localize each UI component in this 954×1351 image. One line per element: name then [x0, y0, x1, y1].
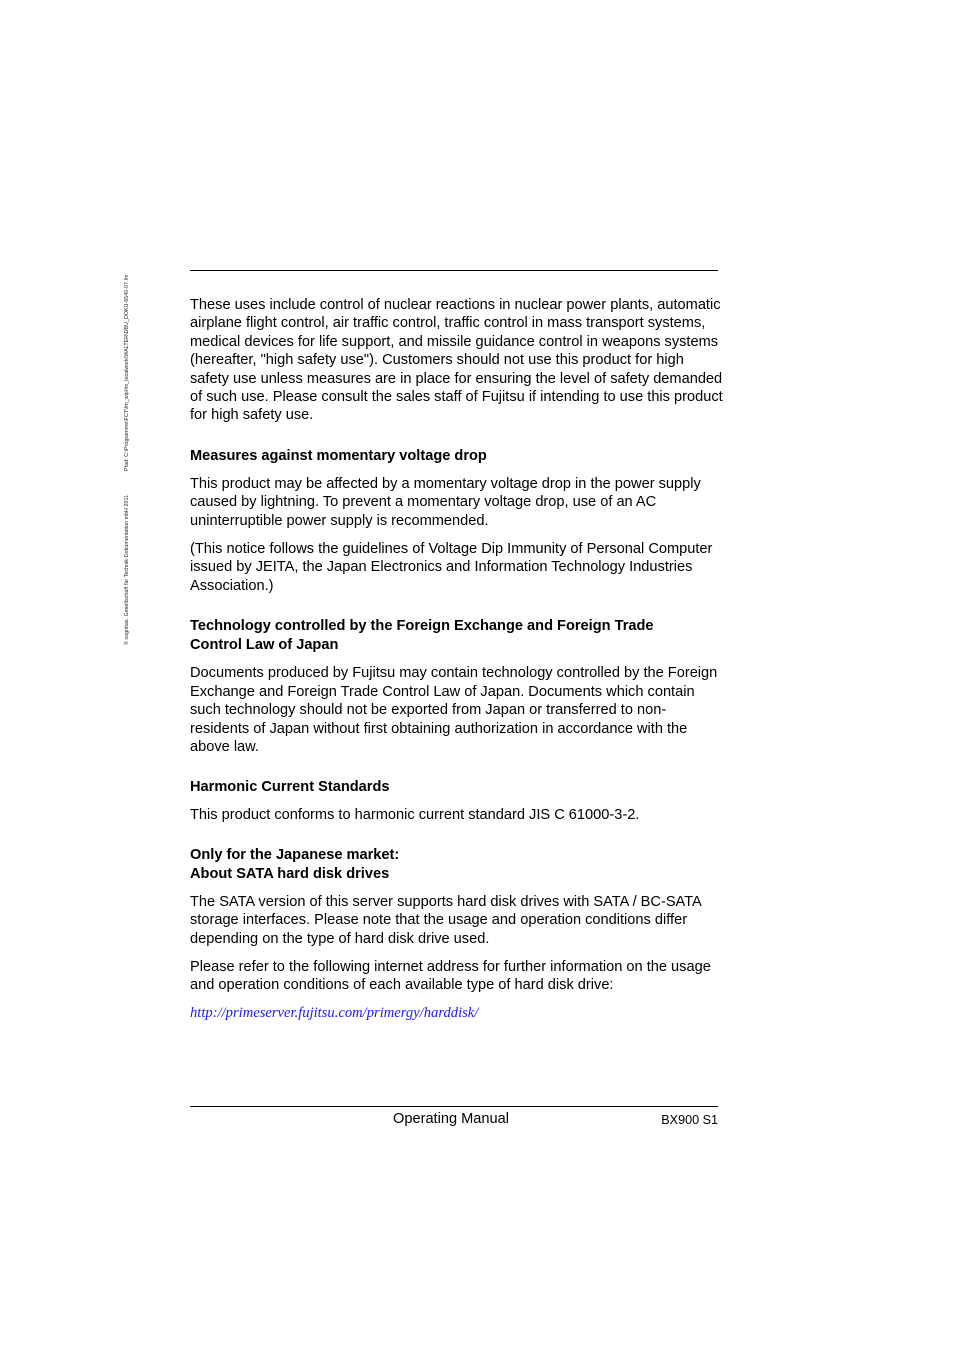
- foreign-trade-heading-line1: Technology controlled by the Foreign Exchange and Foreign Trade: [190, 618, 654, 635]
- copyright-note: © cognitas. Gesellschaft für Technik-Dokumentation mbH 2011: [124, 494, 130, 645]
- sata-heading-line2: About SATA hard disk drives: [190, 865, 390, 882]
- footer-manual-title: Operating Manual: [393, 1111, 510, 1127]
- header-rule: [190, 270, 718, 271]
- side-margin-note: [124, 274, 130, 645]
- harmonic-current-heading: Harmonic Current Standards: [190, 779, 390, 796]
- sata-paragraph: The SATA version of this server supports hard disk drives with SATA / BC-SATA storage interfaces. Please note that the usage and operation conditions differ depending on the type of hard disk drive used.: [190, 893, 701, 947]
- foreign-trade-heading-line2: Control Law of Japan: [190, 637, 339, 654]
- high-safety-use-paragraph: These uses include control of nuclear reactions in nuclear power plants, automatic airplane flight control, air traffic control, traffic control in mass transport systems, medical devices for life support, and missile guidance control in weapons systems (hereafter, "high safety use"). Customers should not use this product for high safety use unless measures are in place for ensuring the level of safety demanded of such use. Please consult the sales staff of Fujitsu if intending to use this product for high safety use.: [190, 297, 723, 424]
- harddisk-link-line: [190, 1004, 725, 1022]
- harddisk-info-link[interactable]: http://primeserver.fujitsu.com/primergy/harddisk/: [190, 1004, 479, 1021]
- foreign-trade-heading: [190, 617, 725, 655]
- page-body: [190, 296, 725, 1022]
- sata-refer-paragraph: Please refer to the following internet address for further information on the usage and operation conditions of each available type of hard disk drive:: [190, 958, 711, 994]
- sata-heading: [190, 846, 725, 884]
- foreign-trade-paragraph: Documents produced by Fujitsu may contain technology controlled by the Foreign Exchange and Foreign Trade Control Law of Japan. Documents which contain such technology should not be exported from Japan or transferred to non-residents of Japan without first obtaining authorization in accordance with the above law.: [190, 665, 718, 755]
- footer-rule: [190, 1106, 718, 1107]
- harmonic-current-paragraph: This product conforms to harmonic current standard JIS C 61000-3-2.: [190, 807, 640, 824]
- file-path-note: Pfad: C:\Programme\FCT\fm_wip\fm_localwork\WALTER\DBU_DOKU-6540-07.fm: [124, 274, 130, 471]
- voltage-drop-paragraph: This product may be affected by a momentary voltage drop in the power supply caused by lightning. To prevent a momentary voltage drop, use of an AC uninterruptible power supply is recommended.: [190, 475, 701, 529]
- sata-heading-line1: Only for the Japanese market:: [190, 846, 400, 863]
- voltage-drop-heading: Measures against momentary voltage drop: [190, 447, 487, 464]
- jeita-notice-paragraph: (This notice follows the guidelines of Voltage Dip Immunity of Personal Computer issued by JEITA, the Japan Electronics and Information Technology Industries Association.): [190, 541, 713, 594]
- footer-model-name: BX900 S1: [661, 1113, 718, 1127]
